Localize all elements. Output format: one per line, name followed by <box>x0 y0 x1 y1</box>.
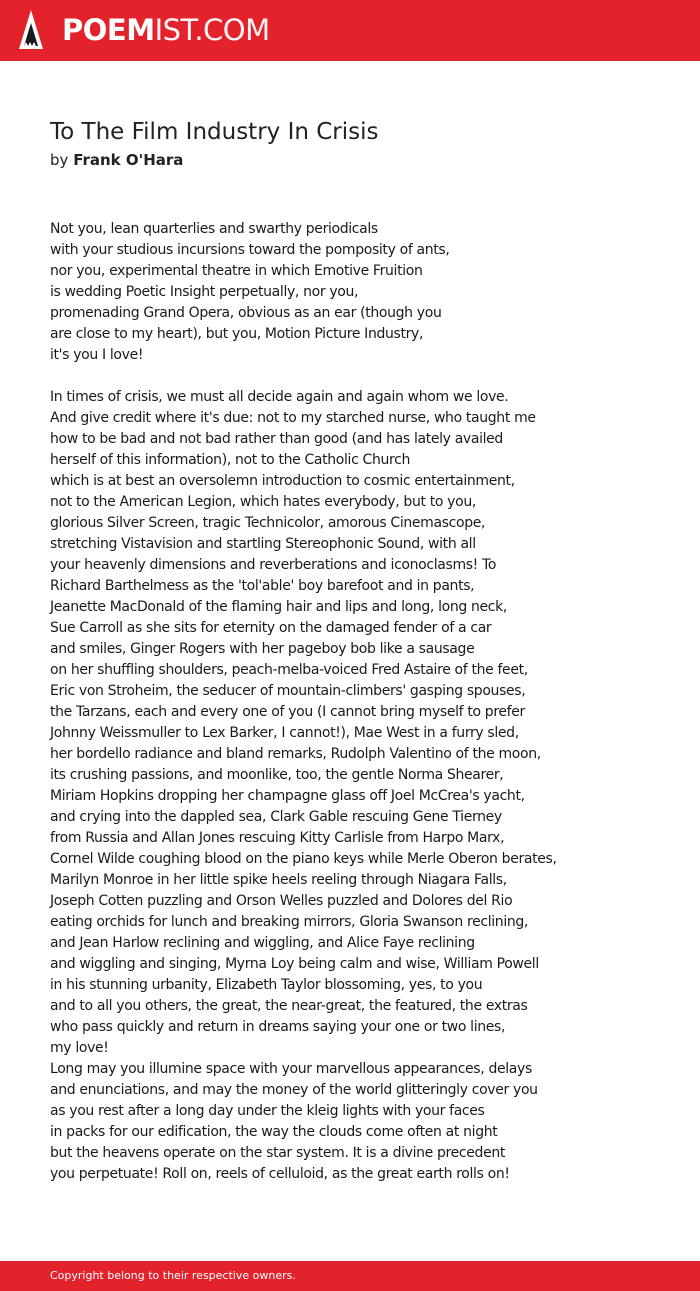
poem-line: from Russia and Allan Jones rescuing Kitty Carlisle from Harpo Marx, <box>50 830 505 846</box>
pen-nib-icon[interactable] <box>18 9 44 51</box>
poem-line: Jeanette MacDonald of the flaming hair and lips and long, long neck, <box>50 599 507 615</box>
poem-line: Eric von Stroheim, the seducer of mountain-climbers' gasping spouses, <box>50 683 526 699</box>
poem-line: as you rest after a long day under the kleig lights with your faces <box>50 1103 485 1119</box>
poem-line: in his stunning urbanity, Elizabeth Taylor blossoming, yes, to you <box>50 977 483 993</box>
poem-line: Joseph Cotten puzzling and Orson Welles puzzled and Dolores del Rio <box>50 893 513 909</box>
poem-line: glorious Silver Screen, tragic Technicolor, amorous Cinemascope, <box>50 515 486 531</box>
poem-line: which is at best an oversolemn introduction to cosmic entertainment, <box>50 473 515 489</box>
poem-line: with your studious incursions toward the pomposity of ants, <box>50 242 450 258</box>
logo-text-bold: POEM <box>62 13 155 47</box>
stanza-break <box>50 366 690 387</box>
poem-byline <box>50 150 183 170</box>
poem-line: Cornel Wilde coughing blood on the piano keys while Merle Oberon berates, <box>50 851 557 867</box>
site-header <box>0 0 700 61</box>
poem-line: on her shuffling shoulders, peach-melba-voiced Fred Astaire of the feet, <box>50 662 528 678</box>
poem-line: in packs for our edification, the way the clouds come often at night <box>50 1124 498 1140</box>
poem-line: Sue Carroll as she sits for eternity on the damaged fender of a car <box>50 620 492 636</box>
poem-line: Richard Barthelmess as the 'tol'able' boy barefoot and in pants, <box>50 578 475 594</box>
poem-line: In times of crisis, we must all decide again and again whom we love. <box>50 389 509 405</box>
poem-line: is wedding Poetic Insight perpetually, nor you, <box>50 284 359 300</box>
poem-line: its crushing passions, and moonlike, too, the gentle Norma Shearer, <box>50 767 504 783</box>
poem-line: it's you I love! <box>50 347 144 363</box>
copyright-notice: Copyright belong to their respective owners. <box>50 1269 296 1282</box>
byline-prefix: by <box>50 151 69 169</box>
poem-line: her bordello radiance and bland remarks, Rudolph Valentino of the moon, <box>50 746 541 762</box>
poem-line: eating orchids for lunch and breaking mirrors, Gloria Swanson reclining, <box>50 914 529 930</box>
poem-line: and enunciations, and may the money of the world glitteringly cover you <box>50 1082 538 1098</box>
poem-line: but the heavens operate on the star system. It is a divine precedent <box>50 1145 505 1161</box>
poem-line: And give credit where it's due: not to my starched nurse, who taught me <box>50 410 536 426</box>
author-name: Frank O'Hara <box>73 151 184 169</box>
poem-line: Long may you illumine space with your marvellous appearances, delays <box>50 1061 532 1077</box>
poem-line: your heavenly dimensions and reverberations and iconoclasms! To <box>50 557 497 573</box>
logo-text-light: IST.COM <box>154 13 270 47</box>
poem-line: and wiggling and singing, Myrna Loy being calm and wise, William Powell <box>50 956 539 972</box>
poem-line: and smiles, Ginger Rogers with her pageboy bob like a sausage <box>50 641 475 657</box>
poem-body <box>50 219 690 1185</box>
site-footer <box>0 1261 700 1291</box>
poem-line: promenading Grand Opera, obvious as an ear (though you <box>50 305 442 321</box>
poem-line: and crying into the dappled sea, Clark Gable rescuing Gene Tierney <box>50 809 502 825</box>
poem-line: who pass quickly and return in dreams saying your one or two lines, <box>50 1019 506 1035</box>
poem-line: you perpetuate! Roll on, reels of celluloid, as the great earth rolls on! <box>50 1166 510 1182</box>
poem-line: herself of this information), not to the Catholic Church <box>50 452 410 468</box>
poem-line: Miriam Hopkins dropping her champagne glass off Joel McCrea's yacht, <box>50 788 525 804</box>
poem-line: and Jean Harlow reclining and wiggling, and Alice Faye reclining <box>50 935 475 951</box>
poem-line: stretching Vistavision and startling Stereophonic Sound, with all <box>50 536 476 552</box>
poem-line: my love! <box>50 1040 109 1056</box>
site-logo[interactable] <box>62 12 270 48</box>
poem-line: not to the American Legion, which hates everybody, but to you, <box>50 494 476 510</box>
poem-line: Marilyn Monroe in her little spike heels reeling through Niagara Falls, <box>50 872 507 888</box>
poem-line: how to be bad and not bad rather than good (and has lately availed <box>50 431 503 447</box>
poem-line: Johnny Weissmuller to Lex Barker, I cannot!), Mae West in a furry sled, <box>50 725 519 741</box>
poem-line: Not you, lean quarterlies and swarthy periodicals <box>50 221 378 237</box>
poem-title: To The Film Industry In Crisis <box>50 119 379 145</box>
poem-line: are close to my heart), but you, Motion Picture Industry, <box>50 326 424 342</box>
poem-line: and to all you others, the great, the near-great, the featured, the extras <box>50 998 528 1014</box>
poem-line: the Tarzans, each and every one of you (I cannot bring myself to prefer <box>50 704 525 720</box>
poem-line: nor you, experimental theatre in which Emotive Fruition <box>50 263 423 279</box>
